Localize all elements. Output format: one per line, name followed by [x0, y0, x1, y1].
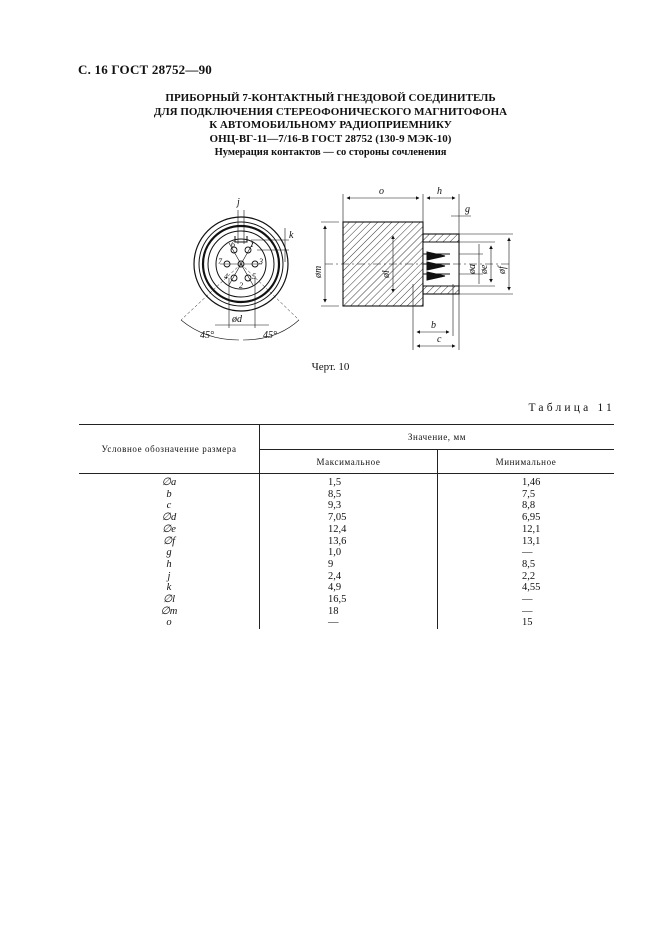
- row-min: 15: [522, 617, 533, 629]
- table-row: [79, 559, 614, 571]
- front-view-labels: [200, 197, 294, 341]
- contact-number: 3: [259, 257, 263, 266]
- table-row: [79, 547, 614, 559]
- row-symbol: ∅l: [79, 594, 260, 606]
- row-symbol: g: [79, 547, 260, 559]
- table-row: [79, 594, 614, 606]
- page-header: С. 16 ГОСТ 28752—90: [78, 62, 212, 77]
- row-max: 2,4: [260, 571, 438, 583]
- dim-label-h: h: [437, 186, 442, 197]
- row-min: 4,55: [522, 582, 541, 594]
- row-symbol: ∅m: [79, 606, 260, 618]
- title-line-4: ОНЦ-ВГ-11—7/16-В ГОСТ 28752 (130-9 МЭК-10): [209, 132, 452, 145]
- contact-number: 1: [250, 240, 254, 249]
- dim-label-c: c: [437, 334, 442, 345]
- row-min: 8,5: [522, 558, 536, 570]
- row-symbol: h: [79, 559, 260, 571]
- dim-label-e: øe: [479, 264, 490, 274]
- dim-label-f: øf: [497, 266, 508, 274]
- row-symbol: ∅d: [79, 512, 260, 524]
- dim-label-angle-left: 45°: [200, 330, 214, 341]
- contact-number: 6: [231, 240, 235, 249]
- row-min: 6,95: [522, 512, 541, 524]
- title-line-1: ПРИБОРНЫЙ 7-КОНТАКТНЫЙ ГНЕЗДОВОЙ СОЕДИНИТЕЛЬ: [165, 92, 496, 104]
- dim-label-g: g: [465, 204, 470, 215]
- row-max: 1,5: [260, 474, 438, 489]
- dim-label-l: øl: [381, 270, 392, 278]
- row-symbol: ∅e: [79, 524, 260, 536]
- table-row: [79, 512, 614, 524]
- dim-label-j: j: [237, 197, 240, 208]
- row-max: 9: [260, 559, 438, 571]
- row-symbol: k: [79, 582, 260, 594]
- table-row: [79, 524, 614, 536]
- document-title: [0, 92, 661, 160]
- row-min: 13,1: [522, 535, 541, 547]
- table-row: [79, 500, 614, 512]
- row-max: 13,6: [260, 536, 438, 548]
- row-max: 18: [260, 606, 438, 618]
- dim-label-a: øa: [467, 264, 478, 274]
- contact-number: 2: [239, 281, 243, 290]
- table-row: [79, 582, 614, 594]
- row-min: 7,5: [522, 488, 536, 500]
- row-max: —: [260, 617, 438, 629]
- row-max: 4,9: [260, 582, 438, 594]
- dim-label-m: øm: [313, 265, 324, 278]
- row-max: 16,5: [260, 594, 438, 606]
- row-max: 12,4: [260, 524, 438, 536]
- header-min: Минимальное: [438, 450, 615, 474]
- row-min: —: [522, 605, 533, 617]
- row-min: 1,46: [522, 477, 541, 488]
- row-max: 9,3: [260, 500, 438, 512]
- dim-label-angle-right: 45°: [263, 330, 277, 341]
- table-row: [79, 617, 614, 629]
- row-max: 8,5: [260, 489, 438, 501]
- header-condition: Условное обозначение размера: [79, 425, 260, 474]
- row-symbol: o: [79, 617, 260, 629]
- row-min: 2,2: [522, 570, 536, 582]
- table-row: [79, 571, 614, 583]
- title-line-3: К АВТОМОБИЛЬНОМУ РАДИОПРИЕМНИКУ: [209, 119, 452, 131]
- angle-ray: [241, 264, 299, 320]
- dim-label-o: o: [379, 186, 384, 197]
- row-min: 8,8: [522, 500, 536, 512]
- row-symbol: c: [79, 500, 260, 512]
- header-max: Максимальное: [260, 450, 438, 474]
- table-row: [79, 489, 614, 501]
- row-min: —: [522, 594, 533, 606]
- table-label: Таблица 11: [528, 402, 615, 414]
- contact-number: 5: [252, 272, 256, 281]
- table-row: [79, 606, 614, 618]
- dim-label-k: k: [289, 230, 294, 241]
- row-min: 12,1: [522, 523, 541, 535]
- title-line-2: ДЛЯ ПОДКЛЮЧЕНИЯ СТЕРЕОФОНИЧЕСКОГО МАГНИТОФОНА: [153, 105, 508, 118]
- contact-number: 7: [218, 257, 222, 266]
- dim-label-b: b: [431, 320, 436, 331]
- contact-number: 4: [224, 272, 228, 281]
- drawing-caption: Черт. 10: [311, 361, 350, 373]
- row-max: 7,05: [260, 512, 438, 524]
- dim-label-d: ød: [232, 314, 242, 325]
- title-subtitle: Нумерация контактов — со стороны сочленения: [214, 147, 447, 158]
- row-symbol: ∅a: [79, 474, 260, 489]
- row-symbol: b: [79, 489, 260, 501]
- header-value: Значение, мм: [260, 425, 615, 450]
- table-row: [79, 474, 614, 489]
- technical-drawing: [165, 180, 535, 360]
- row-min: —: [522, 547, 533, 559]
- table-row: [79, 536, 614, 548]
- angle-ray: [181, 264, 241, 320]
- row-symbol: ∅f: [79, 536, 260, 548]
- row-symbol: j: [79, 571, 260, 583]
- row-max: 1,0: [260, 547, 438, 559]
- dimensions-table: [79, 424, 614, 629]
